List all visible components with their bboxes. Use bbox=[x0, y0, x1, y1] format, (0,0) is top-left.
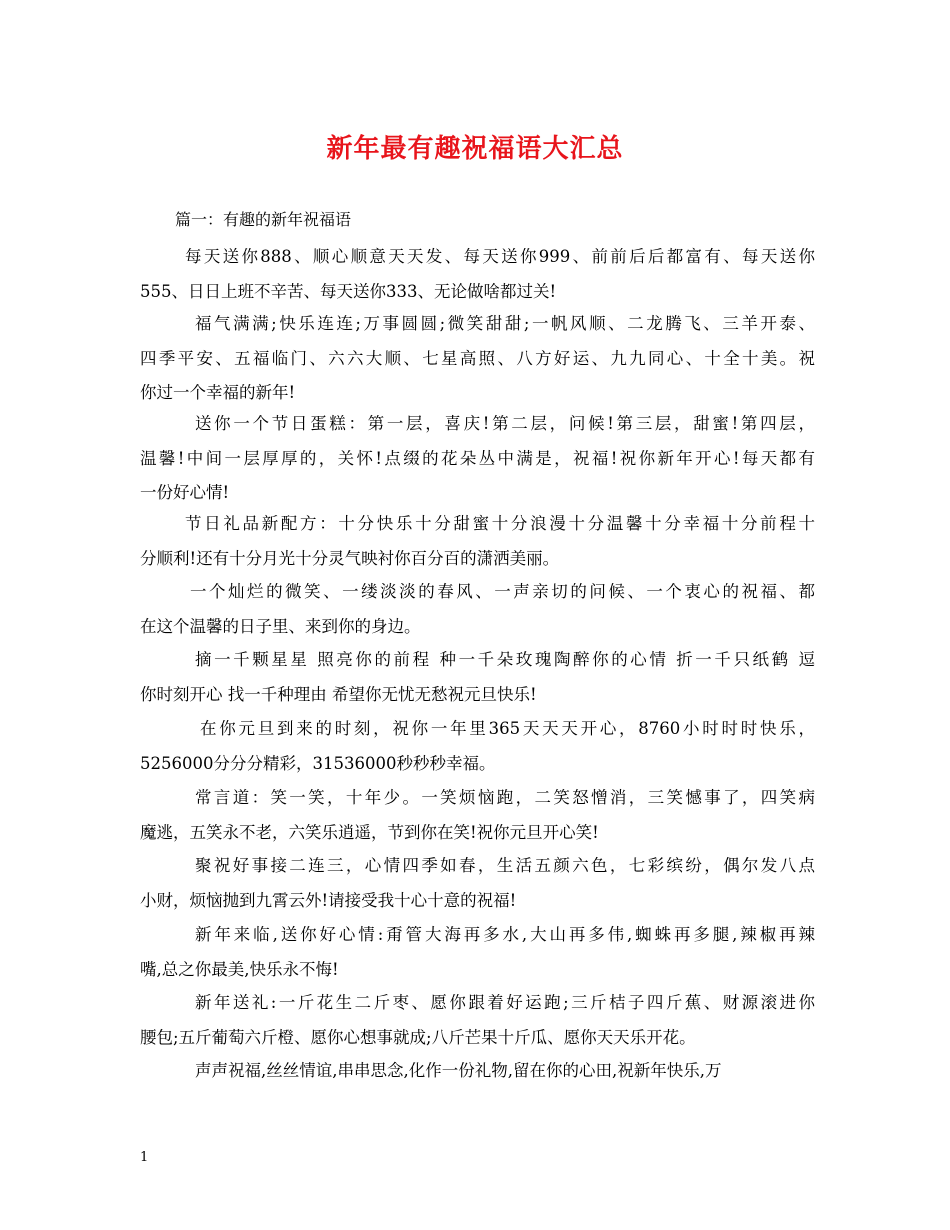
text-line: 摘一千颗星星 照亮你的前程 种一千朵玫瑰陶醉你的心情 折一千只纸鹤 逗 bbox=[195, 650, 815, 669]
text-line: 分顺利!还有十分月光十分灵气映衬你百分百的潇洒美丽。 bbox=[140, 548, 560, 568]
page-number: 1 bbox=[140, 1150, 149, 1165]
paragraph bbox=[140, 849, 815, 918]
paragraph bbox=[140, 407, 815, 511]
text-line: 魔逃，五笑永不老，六笑乐逍遥，节到你在笑!祝你元旦开心笑! bbox=[140, 822, 599, 842]
text-line: 小财，烦恼抛到九霄云外!请接受我十心十意的祝福! bbox=[140, 890, 517, 910]
text-line: 5256000分分分精彩，31536000秒秒秒幸福。 bbox=[140, 753, 496, 773]
text-line: 在你元旦到来的时刻，祝你一年里365天天天开心，8760小时时时快乐， bbox=[200, 719, 815, 738]
paragraph bbox=[140, 507, 815, 576]
paragraph bbox=[140, 307, 815, 411]
text-line: 在这个温馨的日子里、来到你的身边。 bbox=[140, 616, 421, 636]
paragraph bbox=[140, 240, 815, 309]
paragraph bbox=[140, 781, 815, 850]
text-line: 555、日日上班不辛苦、每天送你333、无论做啥都过关! bbox=[140, 281, 557, 301]
paragraph bbox=[140, 918, 815, 987]
text-line: 你时刻开心 找一千种理由 希望你无忧无愁祝元旦快乐! bbox=[140, 684, 537, 704]
text-line: 新年来临,送你好心情:甭管大海再多水,大山再多伟,蜘蛛再多腿,辣椒再辣 bbox=[195, 925, 815, 944]
text-line: 温馨!中间一层厚厚的，关怀!点缀的花朵丛中满是，祝福!祝你新年开心!每天都有 bbox=[140, 448, 815, 468]
document-title: 新年最有趣祝福语大汇总 bbox=[326, 134, 624, 164]
paragraph bbox=[140, 712, 815, 781]
text-line: 常言道：笑一笑，十年少。一笑烦恼跑，二笑怒憎消，三笑憾事了，四笑病 bbox=[195, 788, 815, 807]
text-line: 一个灿烂的微笑、一缕淡淡的春风、一声亲切的问候、一个衷心的祝福、都 bbox=[190, 582, 815, 601]
text-line: 嘴,总之你最美,快乐永不悔! bbox=[140, 959, 339, 979]
text-line: 节日礼品新配方：十分快乐十分甜蜜十分浪漫十分温馨十分幸福十分前程十 bbox=[185, 514, 815, 533]
paragraph bbox=[140, 643, 815, 712]
text-line: 腰包;五斤葡萄六斤橙、愿你心想事就成;八斤芒果十斤瓜、愿你天天乐开花。 bbox=[140, 1027, 696, 1047]
text-line: 新年送礼:一斤花生二斤枣、愿你跟着好运跑;三斤桔子四斤蕉、财源滚进你 bbox=[195, 993, 815, 1012]
text-line: 聚祝好事接二连三，心情四季如春，生活五颜六色，七彩缤纷，偶尔发八点 bbox=[195, 856, 815, 875]
text-line: 送你一个节日蛋糕：第一层，喜庆!第二层，问候!第三层，甜蜜!第四层， bbox=[195, 414, 815, 433]
text-line: 四季平安、五福临门、六六大顺、七星高照、八方好运、九九同心、十全十美。祝 bbox=[140, 348, 815, 368]
text-line: 一份好心情! bbox=[140, 483, 230, 502]
paragraph bbox=[140, 986, 815, 1055]
text-line: 每天送你888、顺心顺意天天发、每天送你999、前前后后都富有、每天送你 bbox=[185, 247, 815, 266]
text-line: 福气满满;快乐连连;万事圆圆;微笑甜甜;一帆风顺、二龙腾飞、三羊开泰、 bbox=[195, 314, 815, 333]
paragraph bbox=[140, 575, 815, 644]
section-heading: 篇一：有趣的新年祝福语 bbox=[175, 210, 352, 229]
paragraph bbox=[140, 1054, 815, 1089]
text-line: 声声祝福,丝丝情谊,串串思念,化作一份礼物,留在你的心田,祝新年快乐,万 bbox=[195, 1061, 722, 1080]
text-line: 你过一个幸福的新年! bbox=[140, 383, 296, 402]
